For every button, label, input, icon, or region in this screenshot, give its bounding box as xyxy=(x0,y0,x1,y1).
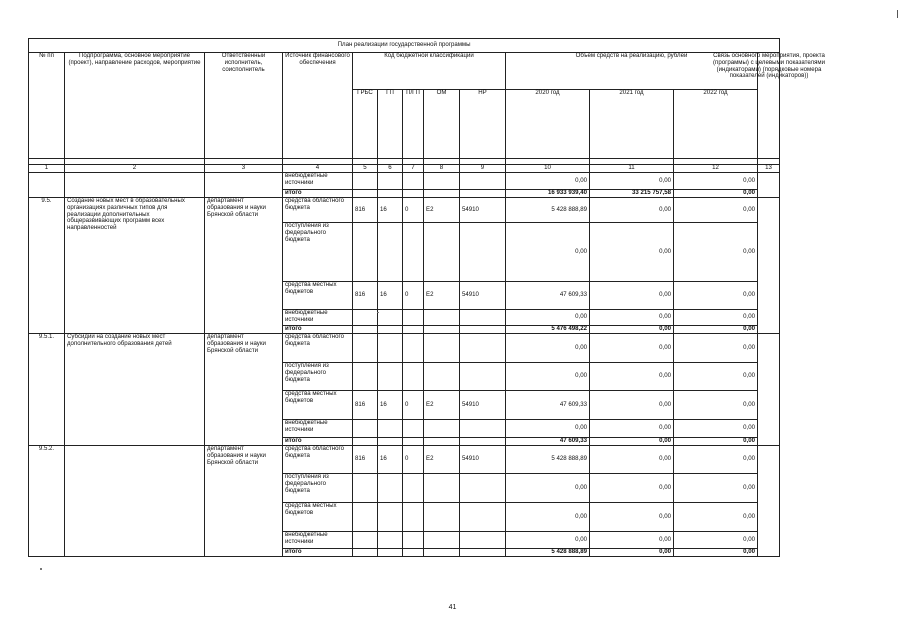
funding-source: внебюджетные источники xyxy=(283,532,353,549)
col-header-grbs: ГРБС xyxy=(353,90,378,159)
funding-source: средства областного бюджета xyxy=(283,198,353,223)
code-gp: 16 xyxy=(378,446,403,474)
responsible-executor: департамент образования и науки Брянской области xyxy=(205,198,283,334)
code-np: 54910 xyxy=(460,282,506,310)
amount-2021: 0,00 xyxy=(590,474,674,503)
funding-source: внебюджетные источники xyxy=(283,173,353,190)
amount-2022-total: 0,00 xyxy=(674,326,758,334)
amount-2021: 0,00 xyxy=(590,363,674,391)
code-gp: 16 xyxy=(378,391,403,420)
funding-source: внебюджетные источники xyxy=(283,310,353,326)
responsible-executor: департамент образования и науки Брянской области xyxy=(205,334,283,446)
col-number: 1 xyxy=(29,165,65,173)
amount-2021: 0,00 xyxy=(590,446,674,474)
amount-2021: 0,00 xyxy=(590,310,674,326)
amount-2022: 0,00 xyxy=(674,503,758,532)
amount-2020: 0,00 xyxy=(506,420,590,438)
amount-2022-total: 0,00 xyxy=(674,190,758,198)
amount-2020: 0,00 xyxy=(506,474,590,503)
col-number: 5 xyxy=(353,165,378,173)
page-number: 41 xyxy=(448,604,457,611)
amount-2022: 0,00 xyxy=(674,282,758,310)
code-gp: 16 xyxy=(378,282,403,310)
amount-2021: 0,00 xyxy=(590,198,674,223)
code-pgp: 0 xyxy=(403,391,424,420)
funding-source: средства местных бюджетов xyxy=(283,391,353,420)
amount-2021: 0,00 xyxy=(590,503,674,532)
col-header-source: Источник финансового обеспечения xyxy=(283,53,353,159)
funding-source: средства областного бюджета xyxy=(283,446,353,474)
activity-name: Субсидии на создание новых мест дополнительного образования детей xyxy=(65,334,205,446)
col-number: 13 xyxy=(758,165,780,173)
table-row xyxy=(29,446,780,474)
col-header-subprogram: Подпрограмма, основное мероприятие (проект), направление расходов, мероприятие xyxy=(65,53,205,159)
amount-2022: 0,00 xyxy=(674,446,758,474)
amount-2020: 5 428 888,89 xyxy=(506,446,590,474)
activity-name: Создание новых мест в образовательных организациях различных типов для реализации дополнительных общеразвивающих программ всех направленностей xyxy=(65,198,205,334)
table-title-row xyxy=(29,39,780,53)
code-grbs: 816 xyxy=(353,198,378,223)
col-header-2021: 2021 год xyxy=(590,90,674,159)
col-header-amount: Объем средств на реализацию, рублей xyxy=(506,53,758,90)
funding-source: средства областного бюджета xyxy=(283,334,353,363)
col-number: 12 xyxy=(674,165,758,173)
amount-2020: 47 609,33 xyxy=(506,391,590,420)
amount-2021-total: 0,00 xyxy=(590,549,674,557)
amount-2022: 0,00 xyxy=(674,173,758,190)
funding-source: внебюджетные источники xyxy=(283,420,353,438)
code-om: E2 xyxy=(424,282,460,310)
funding-source: поступления из федерального бюджета xyxy=(283,363,353,391)
funding-source-total: итого xyxy=(283,326,353,334)
amount-2020: 0,00 xyxy=(506,503,590,532)
amount-2021: 0,00 xyxy=(590,420,674,438)
code-pgp: 0 xyxy=(403,198,424,223)
col-header-gp: ГП xyxy=(378,90,403,159)
funding-source-total: итого xyxy=(283,438,353,446)
amount-2020: 0,00 xyxy=(506,223,590,282)
amount-2022: 0,00 xyxy=(674,474,758,503)
amount-2022-total: 0,00 xyxy=(674,438,758,446)
funding-source: поступления из федерального бюджета xyxy=(283,223,353,282)
responsible-executor: департамент образования и науки Брянской области xyxy=(205,446,283,557)
col-header-link-text: Связь основного мероприятия, проекта (программы) с целевыми показателями (индикаторами) (порядковые номера показателей (индикаторов)) xyxy=(712,52,825,80)
amount-2022-total: 0,00 xyxy=(674,549,758,557)
amount-2022: 0,00 xyxy=(674,223,758,282)
row-number: 9.5.2. xyxy=(29,446,65,557)
amount-2020-total: 16 933 939,40 xyxy=(506,190,590,198)
amount-2021-total: 0,00 xyxy=(590,326,674,334)
col-number: 11 xyxy=(590,165,674,173)
funding-source: поступления из федерального бюджета xyxy=(283,474,353,503)
code-grbs: 816 xyxy=(353,282,378,310)
amount-2020-total: 5 476 498,22 xyxy=(506,326,590,334)
col-header-2020: 2020 год xyxy=(506,90,590,159)
funding-source-total: итого xyxy=(283,549,353,557)
amount-2021: 0,00 xyxy=(590,334,674,363)
amount-2022: 0,00 xyxy=(674,420,758,438)
col-number: 3 xyxy=(205,165,283,173)
amount-2020: 0,00 xyxy=(506,532,590,549)
col-header-om: ОМ xyxy=(424,90,460,159)
amount-2022: 0,00 xyxy=(674,363,758,391)
amount-2020-total: 47 609,33 xyxy=(506,438,590,446)
amount-2020: 0,00 xyxy=(506,173,590,190)
program-plan-table xyxy=(28,38,825,557)
table-row xyxy=(29,173,780,190)
col-header-num: № пп xyxy=(29,53,65,159)
amount-2021: 0,00 xyxy=(590,391,674,420)
row-number: 9.5. xyxy=(29,198,65,334)
code-om: E2 xyxy=(424,198,460,223)
amount-2021: 0,00 xyxy=(590,282,674,310)
col-header-budget-code: Код бюджетной классификации xyxy=(353,53,506,90)
col-number: 4 xyxy=(283,165,353,173)
code-grbs: 816 xyxy=(353,446,378,474)
amount-2020: 0,00 xyxy=(506,334,590,363)
code-grbs: 816 xyxy=(353,391,378,420)
amount-2020: 0,00 xyxy=(506,310,590,326)
table-row xyxy=(29,198,780,223)
scan-edge-mark xyxy=(897,10,898,18)
code-np: 54910 xyxy=(460,198,506,223)
amount-2021-total: 0,00 xyxy=(590,438,674,446)
amount-2021: 0,00 xyxy=(590,223,674,282)
amount-2022: 0,00 xyxy=(674,391,758,420)
funding-source: средства местных бюджетов xyxy=(283,503,353,532)
amount-2020: 0,00 xyxy=(506,363,590,391)
amount-2020: 47 609,33 xyxy=(506,282,590,310)
table-title: План реализации государственной программы xyxy=(29,39,780,53)
code-pgp: 0 xyxy=(403,446,424,474)
col-number: 6 xyxy=(378,165,403,173)
scan-speck xyxy=(40,568,42,570)
code-pgp: 0 xyxy=(403,282,424,310)
table-row xyxy=(29,334,780,363)
funding-source: средства местных бюджетов xyxy=(283,282,353,310)
col-number: 7 xyxy=(403,165,424,173)
col-header-2022: 2022 год xyxy=(674,90,758,159)
col-number: 10 xyxy=(506,165,590,173)
funding-source-total: итого xyxy=(283,190,353,198)
amount-2022: 0,00 xyxy=(674,198,758,223)
column-number-row xyxy=(29,165,780,173)
amount-2021: 0,00 xyxy=(590,532,674,549)
amount-2021-total: 33 215 757,58 xyxy=(590,190,674,198)
amount-2022: 0,00 xyxy=(674,310,758,326)
amount-2021: 0,00 xyxy=(590,173,674,190)
scan-speck xyxy=(377,312,379,313)
col-number: 2 xyxy=(65,165,205,173)
col-number: 8 xyxy=(424,165,460,173)
col-header-responsible: Ответственный исполнитель, соисполнитель xyxy=(205,53,283,159)
code-gp: 16 xyxy=(378,198,403,223)
col-header-pgp: П/ГП xyxy=(403,90,424,159)
activity-name xyxy=(65,446,205,557)
col-number: 9 xyxy=(460,165,506,173)
code-om: E2 xyxy=(424,446,460,474)
amount-2020: 5 428 888,89 xyxy=(506,198,590,223)
amount-2022: 0,00 xyxy=(674,334,758,363)
code-np: 54910 xyxy=(460,391,506,420)
code-om: E2 xyxy=(424,391,460,420)
col-header-np: НР xyxy=(460,90,506,159)
code-np: 54910 xyxy=(460,446,506,474)
row-number: 9.5.1. xyxy=(29,334,65,446)
amount-2020-total: 5 428 888,89 xyxy=(506,549,590,557)
header-row xyxy=(29,53,780,90)
amount-2022: 0,00 xyxy=(674,532,758,549)
